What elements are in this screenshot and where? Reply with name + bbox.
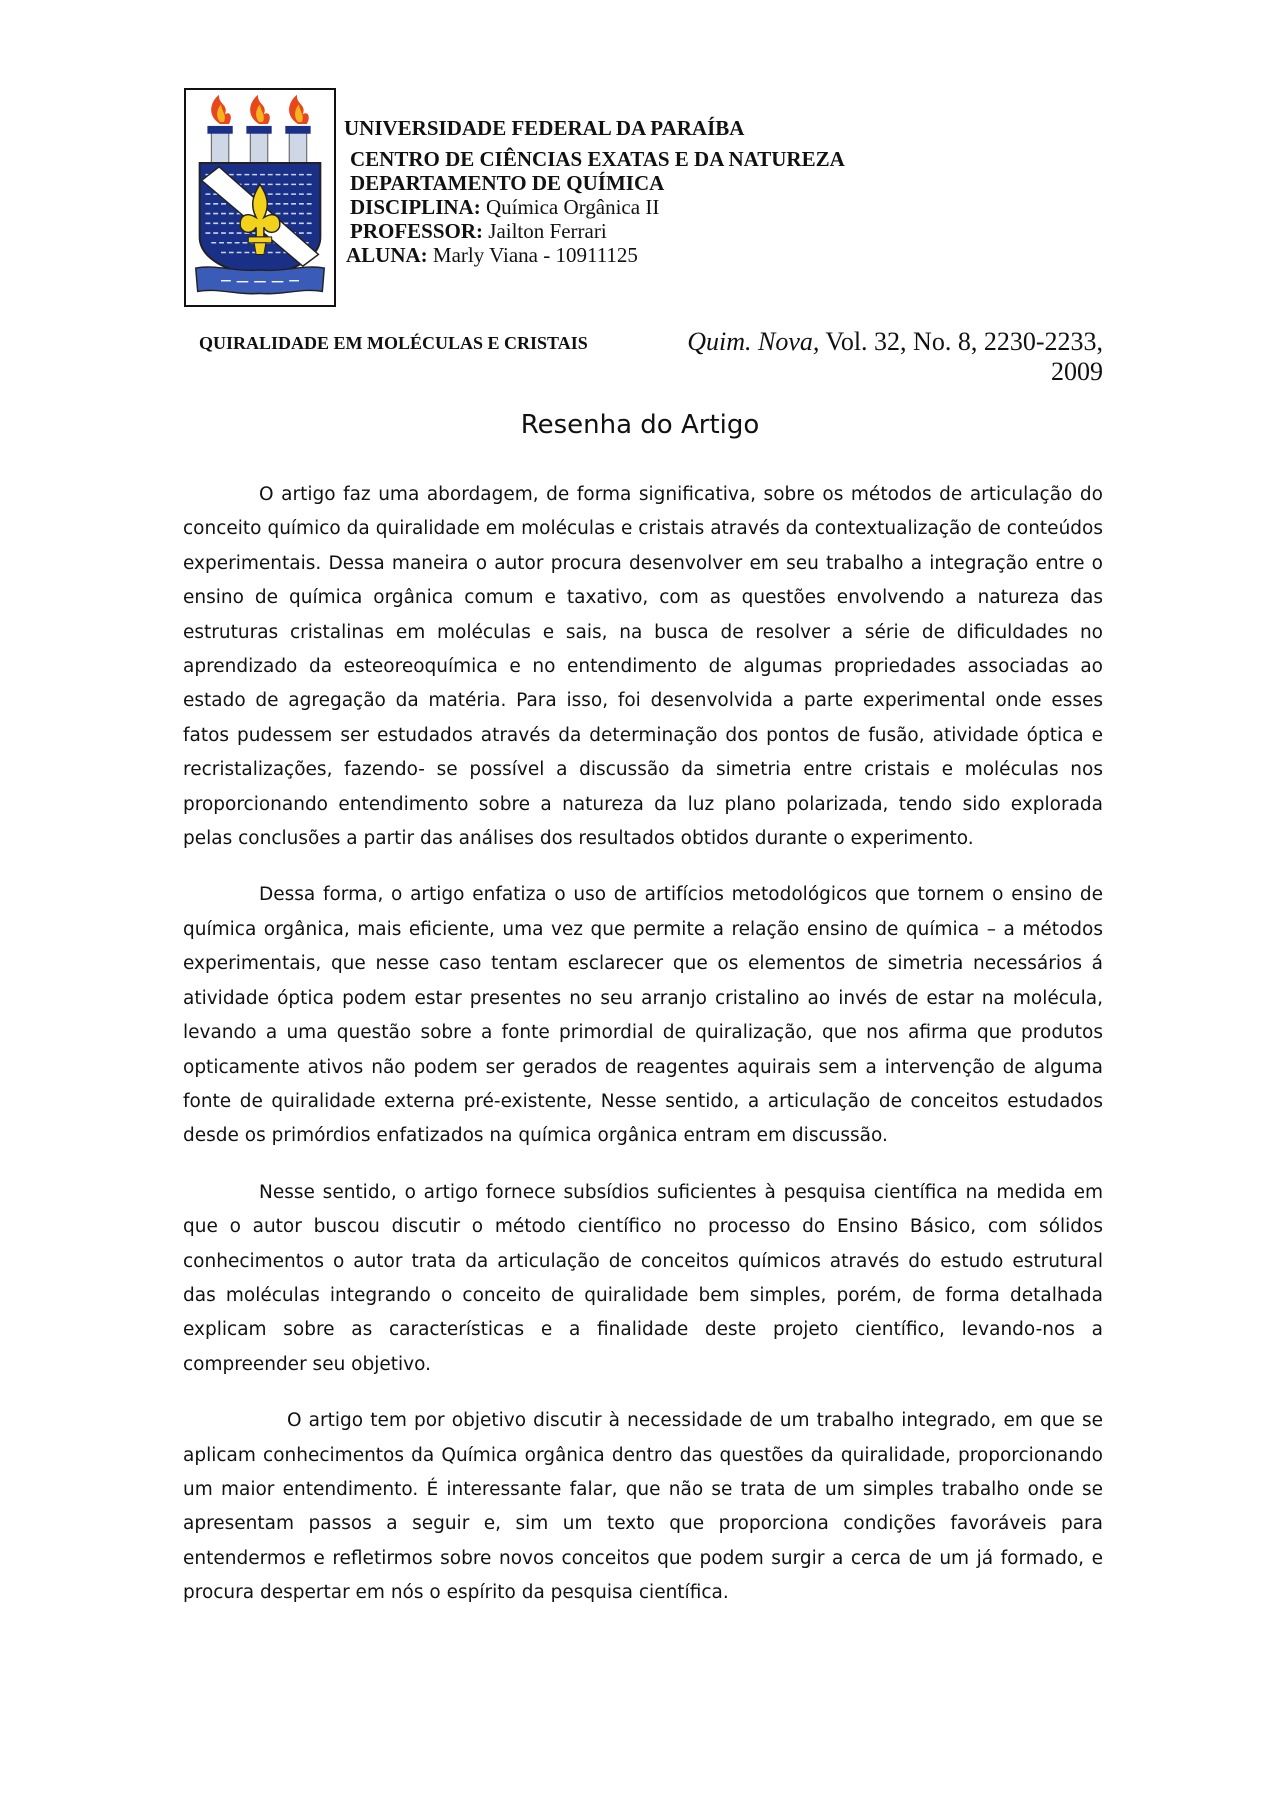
university-logo — [184, 88, 336, 307]
ufpb-coat-of-arms-icon — [186, 90, 334, 305]
journal-name: Quim. Nova, — [687, 327, 820, 356]
review-body — [183, 478, 1103, 1633]
paragraph: Dessa forma, o artigo enfatiza o uso de artifícios metodológicos que tornem o ensino de química orgânica, mais eficiente, uma vez que permite a relação ensino de química – a métodos experimentais, que nesse caso tentam esclarecer que os elementos de simetria necessários á atividade óptica podem estar presentes no seu arranjo cristalino ao invés de estar na molécula, levando a uma questão sobre a fonte primordial de quiralização, que nos afirma que produtos opticamente ativos não podem ser gerados de reagentes aquirais sem a intervenção de alguma fonte de quiralidade externa pré-existente, Nesse sentido, a articulação de conceitos estudados desde os primórdios enfatizados na química orgânica entram em discussão. — [183, 884, 1103, 1147]
citation-details: Vol. 32, No. 8, 2230-2233, — [819, 327, 1103, 356]
review-heading: Resenha do Artigo — [520, 410, 760, 440]
professor-line: PROFESSOR: Jailton Ferrari — [350, 219, 607, 243]
discipline-line: DISCIPLINA: Química Orgânica II — [350, 195, 660, 219]
paragraph: O artigo tem por objetivo discutir à necessidade de um trabalho integrado, em que se aplicam conhecimentos da Química orgânica dentro das questões da quiralidade, proporcionando um maior entendimento. É interessante falar, que não se trata de um simples trabalho onde se apresentam passos a seguir e, sim um texto que proporciona condições favoráveis para entendermos e refletirmos sobre novos conceitos que podem surgir a cerca de um já formado, e procura despertar em nós o espírito da pesquisa científica. — [183, 1410, 1103, 1604]
article-title: QUIRALIDADE EM MOLÉCULAS E CRISTAIS — [199, 333, 588, 353]
citation-line — [643, 327, 1103, 357]
paragraph: Nesse sentido, o artigo fornece subsídios suficientes à pesquisa científica na medida em que o autor buscou discutir o método científico no processo do Ensino Básico, com sólidos conhecimentos o autor trata da articulação de conceitos químicos através do estudo estrutural das moléculas integrando o conceito de quiralidade bem simples, porém, de forma detalhada explicam sobre as características e a finalidade deste projeto científico, levando-nos a compreender seu objetivo. — [183, 1181, 1103, 1375]
center-name: CENTRO DE CIÊNCIAS EXATAS E DA NATUREZA — [350, 147, 845, 171]
citation-year: 2009 — [1051, 357, 1103, 386]
student-line: ALUNA: Marly Viana - 10911125 — [346, 243, 638, 267]
department-name: DEPARTAMENTO DE QUÍMICA — [350, 171, 665, 195]
university-name: UNIVERSIDADE FEDERAL DA PARAÍBA — [344, 116, 745, 140]
paragraph: O artigo faz uma abordagem, de forma significativa, sobre os métodos de articulação do conceito químico da quiralidade em moléculas e cristais através da contextualização de conteúdos experimentais. Dessa maneira o autor procura desenvolver em seu trabalho a integração entre o ensino de química orgânica comum e taxativo, com as questões envolvendo a natureza das estruturas cristalinas em moléculas e sais, na busca de resolver a série de dificuldades no aprendizado da esteoreoquímica e no entendimento de algumas propriedades associadas ao estado de agregação da matéria. Para isso, foi desenvolvida a parte experimental onde esses fatos pudessem ser estudados através da determinação dos pontos de fusão, atividade óptica e recristalizações, fazendo- se possível a discussão da simetria entre cristais e moléculas nos proporcionando entendimento sobre a natureza da luz plano polarizada, tendo sido explorada pelas conclusões a partir das análises dos resultados obtidos durante o experimento. — [183, 484, 1103, 850]
article-citation — [643, 327, 1103, 387]
